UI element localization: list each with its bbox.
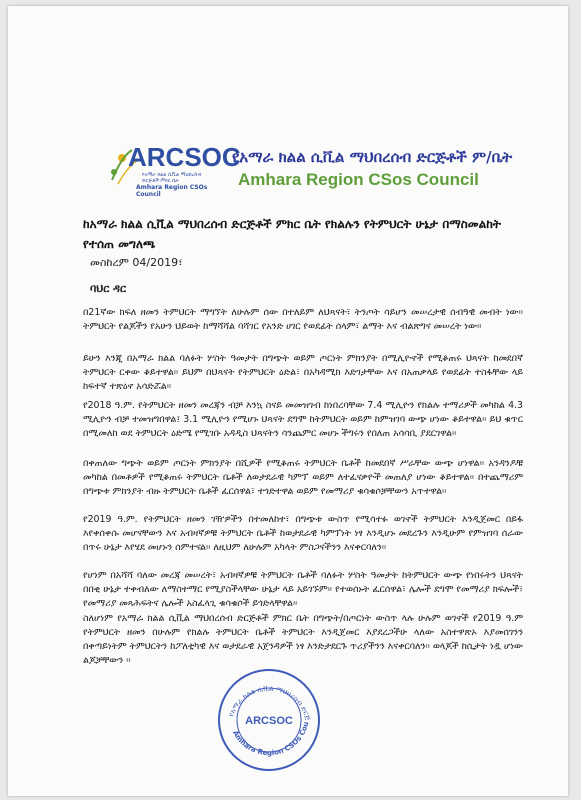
stamp-text-bottom: Amhara Region CSOs Cou [230,720,311,758]
document-title: ከአማራ ክልል ሲቪል ማህበረሰብ ድርጅቶች ምክር ቤት የክልሉን የትምህርት ሁኔታ በማስመልከት የተሰጠ መግለጫ [83,217,501,251]
organization-stamp [214,662,324,772]
logo-subtitle-amharic: የአማራ ክልል ሲቪል ማህበረሰብ ድርጅቶች ምክር ቤት [142,172,202,184]
arcsoc-logo [108,136,241,198]
paragraph-2: ይሁን እንጂ በአማራ ክልል ባለፉት ሦስት ዓመታት በግጭት ወይም ጦርነት ምክንያት በሚሊዮኖች የሚቆጠሩ ህጻናት ከመደበኛ ትምህርት ርቀው ቆይተዋል፡፡ ይህም በህጻናት የትምህርት ዕድል፣ በአካዳሚክ እድገታቸው እና በአጠቃላይ የወደፊት ተስፋቸው ላይ ከፍተኛ ተጽዕኖ አሳድሯል፡፡ [83,353,523,392]
logo-subtitle-english: Amhara Region CSOs Council [136,184,208,198]
logo-wordmark: ARCSOC [128,142,241,172]
salutation: ባህር ዳር [90,282,127,295]
stamp-text-top: የአማራ ክልል ሲቪል ማህበረሰብ ድርጅ [227,684,313,722]
paragraph-1: በ21ኛው ክፍለ ዘመን ትምህርት ማግኘት ለሁሉም ሰው በተለይም ለህጻናት፣ ትንጦት ሳይሆን መሠረታዊ ሰብዓዊ መብት ነው፡፡ ትምህርት የልጆችን የአሁን ህይወት ከማሻሻል ባሻገር የአንድ ሀገር የወደፊት ሰላም፣ ልማት እና ብልጽግና መሠረት ነው፡፡ [83,307,523,332]
stamp-text-center: ARCSOC [245,715,293,727]
paragraph-5: የ2019 ዓ.ም. የትምህርት ዘመን ገዥዎችን በተመለከተ፣ በግጭቱ ውስጥ የሚሳተፉ ወገኖች ትምህርት እንዲጀመር በይፋ እየቀሰቀሱ መሆናቸውን እና አብዛኛዎቹ ትምህርት ቤቶች ከወታደራዊ ካምፕነት ነፃ እንዲሆኑ መደረጉን እንዲሁም የምዝገባ ሰራው በጥሩ ሁኔታ እየሄደ መሆኑን ሰምተናል፡፡ ለዚህም ለሁሉም አካላት ምስጋናችንን እናቀርባለን፡፡ [83,514,523,553]
paragraph-7: ስለሆነም የአማራ ክልል ሲቪል ማህበረሰብ ድርጅቶች ምክር ቤት በግጭት/በጦርነት ውስጥ ላሉ ሁሉም ወገኖች የ2019 ዓ.ም የትምህርት ዘመን በሁሉም የክልሉ ትምህርት ቤቶች ትምህርት እንዲጀመር እያደረጋችሁ ላለው አስተዋጽኦ እያመሰገንን በቀጣይነትም ትምህርትን ከፖለቲካዊ እና ወታደራዊ አጀንዳዎች ነፃ እንድታደርጉ ጥሪያችንን እናቀርባለን፡፡ ወላጆች ከሲታት ነዷ ሆነው ልጆቻቸውን ፡፡ [83,613,523,666]
org-name-amharic: የአማራ ክልል ሲቪል ማህበረሰብ ድርጅቶች ም/ቤት [232,148,513,166]
svg-text:Amhara Region CSOs Council [214,662,313,758]
paragraph-6: የሆነም በአሻሻ ባለው መረጃ መሠረት፣ አብዛኛዎቹ ትምህርት ቤቶች ባለፉት ሦስት ዓመታት ከትምህርት ውጭ የነበሩትን ህጻናት በበቂ ሁኔታ ተቀብለው ለማስተማር የሚያስችላቸው ሁኔታ ላይ አይገኙም፡፡ የተወሰኑት ፈርሰዋል፣ ሌሎች ደግሞ የመማሪያ ክፍሎች፣ የመማሪያ መጻሕፍትና ሌሎች አስፈላጊ ቁሳቁሶች ይጎድላቸዋል፡፡ [83,570,523,609]
letterhead [108,136,528,196]
org-name-english: Amhara Region CSos Council [238,170,479,189]
paragraph-4: በቀጠለው ግጭት ወይም ጦርነት ምክንያት በሺዎች የሚቆጠሩ ትምህርት ቤቶች ከመደበኛ ሥራቸው ውጭ ሆነዋል፡፡ አንዳንዶቹ መካከል በመቶዎች የሚቆጠሩ ትምህርት ቤቶች ለወታደራዊ ካምፕ ወይም ለተፈናቃዮች መጠለያ ሆነው ቆይተዋል፡፡ በተጨማሪም በግጭቱ ምክንያት ብዙ ትምህርት ቤቶች ፈርሰዋል፣ ተጎድተዋል ወይም የመማሪያ ቁሳቁሶቻቸውን አጥተዋል፡፡ [83,458,523,497]
letter-page [8,6,568,796]
paragraph-3: የ2018 ዓ.ም. የትምህርት ዘመን መረጃን ብቻ እንኳ ስናይ መመዝገብ ከነበረባቸው 7.4 ሚሊዮን የክልሉ ተማሪዎች መካከል 4.3 ሚሊዮን ብቻ ተመዝግበዋል፤ 3.1 ሚሊዮን የሚሆኑ ህጻናት ደግሞ ከትምህርት ወይም ከምዝገባ ውጭ ሆነው ቆይተዋል፡፡ ይህ ቁጥር በሚመለከ ወደ ትምህርት ዕድሜ የሚገቡ አዳዲስ ህጻናትን ሳንጨምር መሆኑ ችግሩን የበለጠ አሳሳቢ ያደርገዋል፡፡ [83,400,523,439]
date-line: መስከረም 04/2019፣ [90,256,183,269]
